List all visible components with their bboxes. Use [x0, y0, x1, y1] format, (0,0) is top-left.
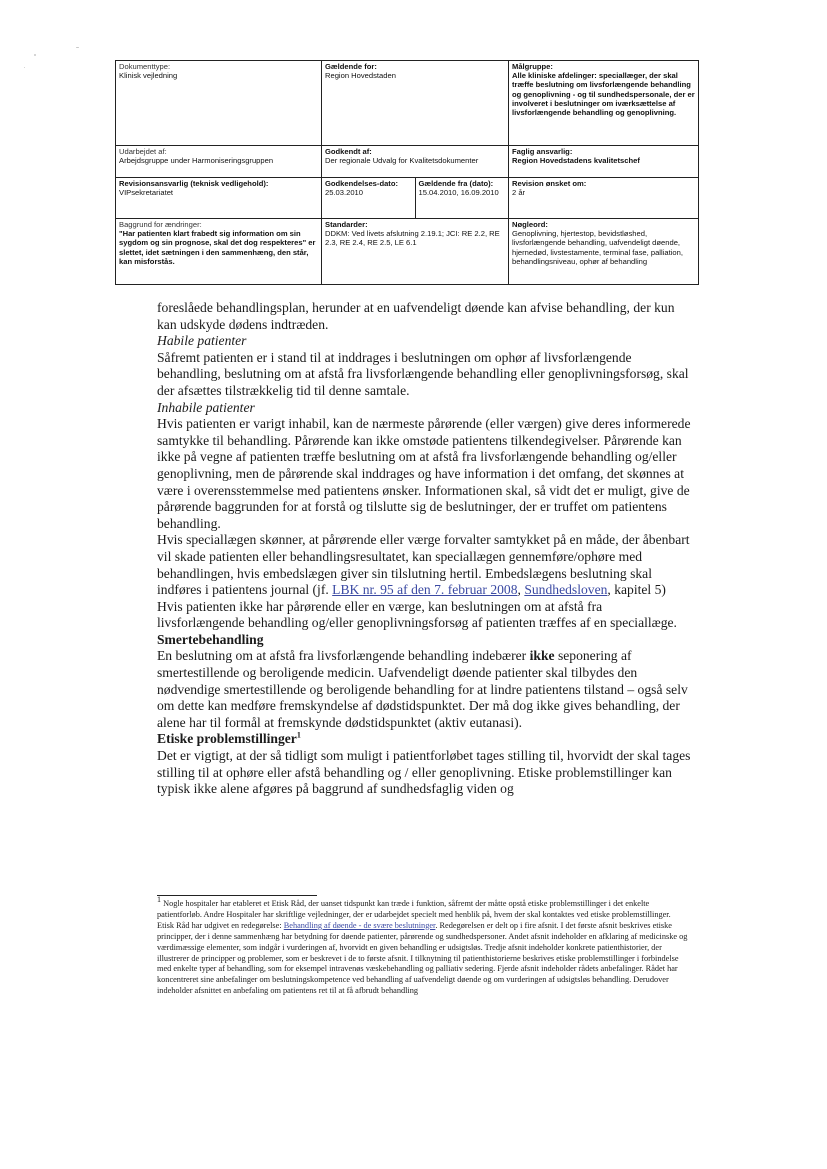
paragraph-habile: Såfremt patienten er i stand til at inddrages i beslutningen om ophør af livsforlængende behandling, beslutning om at afstå fra livsforlængende behandling eller genoplivningsforsøg, skal der afsættes tilstrækkelig tid til denne samtale. [157, 349, 689, 398]
standarder-value: DDKM: Ved livets afslutning 2.19.1; JCI: RE 2.2, RE 2.3, RE 2.4, RE 2.5, LE 6.1 [325, 229, 500, 248]
revisionsansvarlig-label: Revisionsansvarlig (teknisk vedligehold): [119, 179, 269, 188]
footnote-text-b2: . Redegørelsen er delt op i fire afsnit. I det første afsnit beskrives etiske principper, der i denne sammenhæng har betydning for døende patienter, pårørende og sundhedspersoner. Andet afsnit indeholder en afklaring af medicinske og værdimæssige elementer, som indgår i vurderingen af, hvorvidt en given behandling er udsigtsløs. Tredje afsnit indeholder konkrete patienthistorier, der illustrerer de principper og problemer, som er beskrevet i de to første afsnit. I tilknytning til patienthistorierne beskrives etiske problemstillinger i forbindelse med enkelte typer af behandling, som for eksempel intravenøs væskebehandling og palliativ sedering. Fjerde afsnit indeholder rådets anbefalinger. Rådet har koncentreret sine anbefalinger om beslutningskompetence ved behandling af uafvendeligt døende og om vurderingen af udsigtsløs behandling. Derudover indeholder afsnittet en anbefaling om patientens ret til at få afbrudt behandling [157, 920, 688, 996]
faglig-label: Faglig ansvarlig: [512, 147, 573, 156]
cell-standarder [322, 219, 509, 285]
cell-faglig [509, 146, 699, 178]
godkendt-value: Der regionale Udvalg for Kvalitetsdokumenter [325, 156, 479, 166]
scan-speck [76, 47, 79, 48]
paragraph-etiske: Det er vigtigt, at der så tidligt som muligt i patientforløbet tages stilling til, hvorvidt der skal tages stilling til at ophøre eller afstå behandling og / eller genoplivning. Etiske problemstillinger kan typisk ikke alene afgøres på baggrund af sundhedsfaglig viden og [157, 748, 691, 797]
gaeldende-fra-block [415, 178, 509, 218]
revisionsansvarlig-value: VIPsekretariatet [119, 188, 174, 198]
cell-dokumenttype [116, 61, 322, 146]
document-body [157, 300, 692, 798]
cell-dates [322, 178, 509, 219]
smerte-ikke: ikke [529, 648, 555, 664]
godkendelsesdato-value: 25.03.2010 [325, 188, 364, 198]
footnote-reference[interactable]: 1 [296, 730, 301, 740]
footnote [157, 895, 692, 997]
gaeldende-for-value: Region Hovedstaden [325, 71, 396, 81]
baggrund-label: Baggrund for ændringer: [119, 220, 202, 229]
paragraph-ingen-paaroerende: Hvis patienten ikke har pårørende eller en værge, kan beslutningen om at afstå fra livsforlængende behandling og/eller genoplivningsforsøg af patienten træffes af en speciallæge. [157, 598, 677, 631]
cell-revision [509, 178, 699, 219]
standarder-label: Standarder: [325, 220, 368, 229]
baggrund-value: "Har patienten klart frabedt sig information om sin sygdom og sin prognose, skal det dog respekteres" er slettet, idet sætningen i den sammenhæng, den står, kan misforstås. [119, 229, 316, 266]
malgruppe-value: Alle kliniske afdelinger: speciallæger, der skal træffe beslutning om livsforlængende behandling og genoplivning - og til sundhedspersonale, der er involveret i beslutninger om iværksættelse af livsforlængende behandling og genoplivning. [512, 71, 695, 118]
dokumenttype-value: Klinisk vejledning [119, 71, 178, 81]
speciallaege-text-a: Hvis speciallægen skønner, at pårørende eller værge forvalter samtykket på en måde, der åbenbart vil skade patienten eller behandlingsresultatet, kan speciallægen gennemføre/ophøre med behandlingen, hvis embedslægen giver sin tilslutning hertil. Embedslægens beslutning skal indføres i patientens journal (jf. [157, 532, 690, 598]
udarbejdet-value: Arbejdsgruppe under Harmoniseringsgruppen [119, 156, 274, 166]
scan-speck [34, 54, 36, 56]
smerte-text-a: En beslutning om at afstå fra livsforlængende behandling indebærer [157, 648, 527, 664]
noegleord-label: Nøgleord: [512, 220, 548, 229]
revision-label: Revision ønsket om: [512, 179, 587, 188]
footnote-divider [157, 895, 317, 896]
footnote-paragraph-1 [157, 895, 692, 921]
footnote-text-a: Nogle hospitaler har etableret et Etisk Råd, der uanset tidspunkt kan træde i funktion, såfremt der måtte opstå etiske problemstillinger i det enkelte patientforløb. Andre Hospitaler har skriftlige vejledninger, der er udarbejdet specielt med henblik på, hvem der skal kontaktes ved etiske problemstillinger. [157, 899, 671, 919]
godkendt-label: Godkendt af: [325, 147, 372, 156]
cell-gaeldende-for [322, 61, 509, 146]
etisk-raad-link[interactable]: Behandling af døende - de svære beslutninger [283, 920, 436, 930]
footnote-paragraph-2 [157, 921, 692, 997]
cell-revisionsansvarlig [116, 178, 322, 219]
document-metadata-table [115, 60, 699, 285]
gaeldende-fra-value: 15.04.2010, 16.09.2010 [418, 188, 499, 198]
paragraph-intro: foreslåede behandlingsplan, herunder at en uafvendeligt døende kan afvise behandling, der kun kan udskyde dødens indtræden. [157, 300, 675, 332]
lbk-link[interactable]: LBK nr. 95 af den 7. februar 2008 [332, 582, 518, 598]
footnote-mark: 1 [157, 895, 161, 905]
heading-smertebehandling: Smertebehandling [157, 631, 264, 647]
gaeldende-fra-label: Gældende fra (dato): [418, 179, 494, 188]
gaeldende-for-label: Gældende for: [325, 62, 377, 71]
scan-speck [24, 67, 25, 68]
link-separator: , [517, 582, 525, 598]
speciallaege-text-b: , kapitel 5) [607, 582, 666, 598]
malgruppe-label: Målgruppe: [512, 62, 553, 71]
godkendelsesdato-label: Godkendelses-dato: [325, 179, 398, 188]
cell-noegleord [509, 219, 699, 285]
etiske-heading-text: Etiske problemstillinger [157, 731, 297, 747]
heading-habile-patienter: Habile patienter [157, 333, 247, 349]
godkendelsesdato-block [322, 178, 415, 218]
smerte-text-b: seponering af smertestillende og beroligende medicin. Uafvendeligt døende patienter skal tilbydes den nødvendige smertestillende og beroligende behandling for at lindre patientens tilstand – også selv om dette kan medføre fremskyndelse af dødstidspunktet. Der må dog ikke gives behandling, der alene har til formål at fremskynde dødstidspunktet (aktiv eutanasi). [157, 648, 688, 730]
cell-malgruppe [509, 61, 699, 146]
cell-baggrund [116, 219, 322, 285]
noegleord-value: Genoplivning, hjertestop, bevidstløshed, livsforlængende behandling, uafvendeligt døende, hjernedød, livstestamente, terminal fase, palliation, behandlingsniveau, ophør af behandling [512, 229, 683, 266]
cell-godkendt [322, 146, 509, 178]
udarbejdet-label: Udarbejdet af: [119, 147, 167, 156]
paragraph-speciallaege [157, 532, 692, 598]
revision-value: 2 år [512, 188, 526, 198]
heading-etiske-problemstillinger [157, 731, 692, 748]
dokumenttype-label: Dokumenttype: [119, 62, 171, 71]
paragraph-smertebehandling [157, 648, 692, 731]
footnote-text-b1: Etisk Råd har udgivet en redegørelse: [157, 920, 282, 930]
sundhedsloven-link[interactable]: Sundhedsloven [524, 582, 608, 598]
faglig-value: Region Hovedstadens kvalitetschef [512, 156, 640, 166]
cell-udarbejdet [116, 146, 322, 178]
heading-inhabile-patienter: Inhabile patienter [157, 399, 255, 415]
paragraph-inhabile: Hvis patienten er varigt inhabil, kan de nærmeste pårørende (eller værgen) give deres informerede samtykke til behandling. Pårørende kan ikke omstøde patientens tilkendegivelser. Pårørende kan ikke på vegne af patienten træffe beslutning om at afstå fra livsforlængende behandling og/eller genoplivning, men de pårørende skal inddrages og have information i det omfang, det skønnes at være i overensstemmelse med patientens ønsker. Informationen skal, så vidt det er muligt, give de pårørende baggrunden for at forstå og tilslutte sig de beslutninger, der er truffet om patientens behandling. [157, 416, 691, 531]
